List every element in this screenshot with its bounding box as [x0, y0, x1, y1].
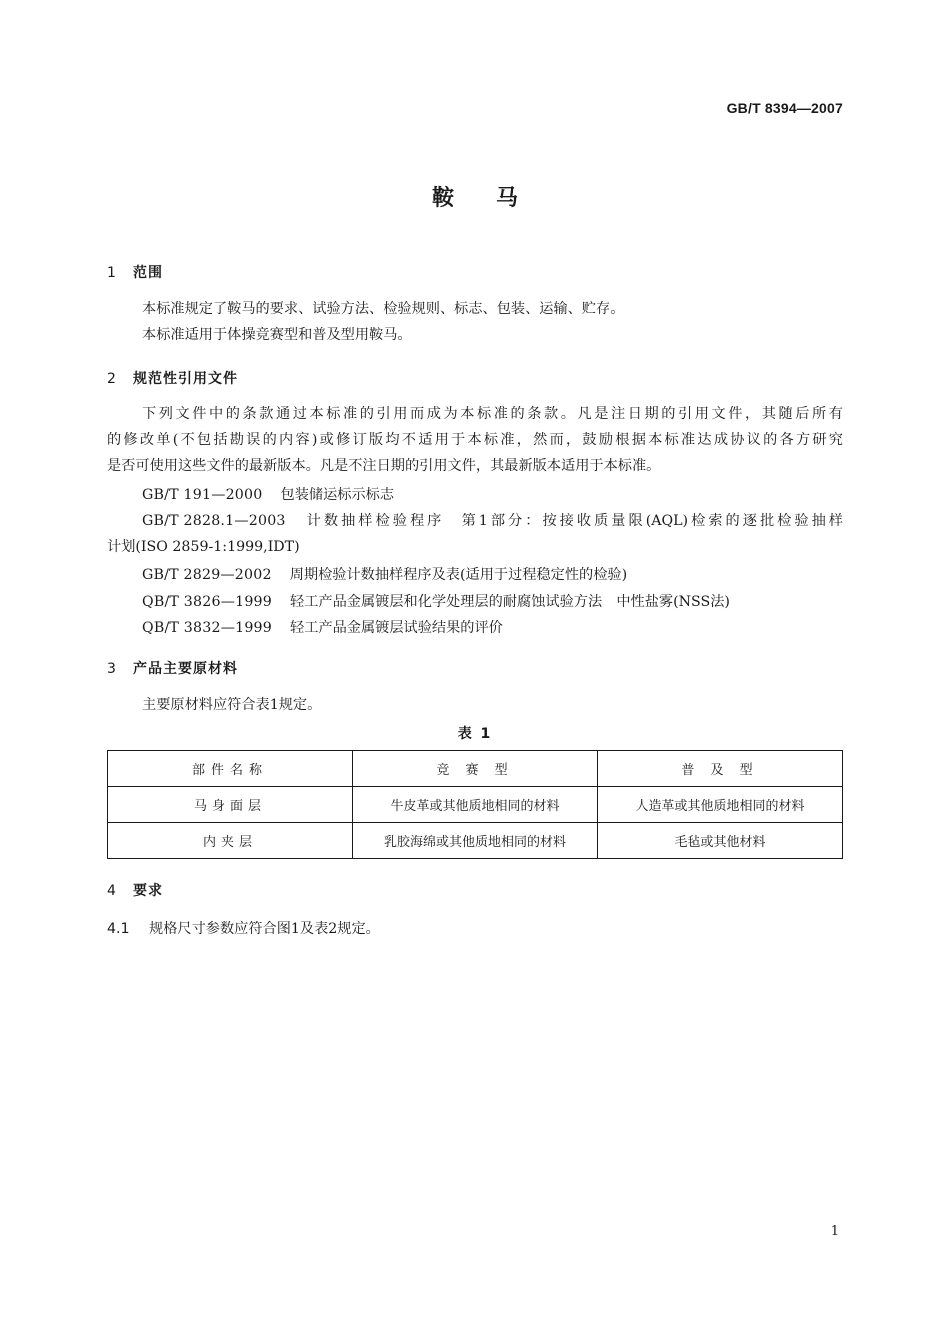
reference-code: GB/T 191—2000 [142, 487, 263, 503]
table-row [108, 823, 843, 859]
reference-code: GB/T 2829—2002 [142, 567, 272, 583]
section-3-title: 产品主要原材料 [133, 661, 238, 677]
reference-item [142, 562, 878, 588]
table-row [108, 787, 843, 823]
reference-title: 周期检验计数抽样程序及表(适用于过程稳定性的检验) [289, 567, 628, 583]
reference-title: 计数抽样检验程序 第1部分：按接收质量限(AQL)检索的逐批检验抽样 [303, 513, 843, 529]
reference-code: GB/T 2828.1—2003 [142, 513, 286, 529]
table-cell: 内夹层 [108, 823, 353, 859]
document-title: 鞍马 [431, 186, 560, 211]
table-cell: 毛毡或其他材料 [598, 823, 843, 859]
reference-item [142, 482, 878, 508]
reference-title: 轻工产品金属镀层和化学处理层的耐腐蚀试验方法 中性盐雾(NSS法) [290, 594, 730, 610]
section-3-heading [107, 658, 238, 678]
reference-item [142, 615, 878, 641]
table-header-cell: 竞 赛 型 [353, 751, 598, 787]
table-cell: 乳胶海绵或其他质地相同的材料 [353, 823, 598, 859]
table-caption: 表 1 [457, 726, 493, 742]
table-header-row [108, 751, 843, 787]
standard-code: GB/T 8394—2007 [726, 100, 843, 116]
table-cell: 牛皮革或其他质地相同的材料 [353, 787, 598, 823]
materials-table [107, 750, 843, 859]
table-cell: 马身面层 [108, 787, 353, 823]
reference-item [142, 589, 878, 615]
section-1-paragraph-1: 本标准规定了鞍马的要求、试验方法、检验规则、标志、包装、运输、贮存。 [142, 301, 625, 317]
section-4-heading [107, 880, 163, 900]
reference-title: 轻工产品金属镀层试验结果的评价 [290, 620, 503, 636]
intro-line-1: 下列文件中的条款通过本标准的引用而成为本标准的条款。凡是注日期的引用文件，其随后所有 [142, 406, 843, 422]
section-1-heading [107, 262, 163, 282]
reference-item [107, 508, 843, 560]
subsection-4-1-number: 4.1 [107, 921, 130, 937]
section-1-title: 范围 [133, 265, 163, 281]
table-cell: 人造革或其他质地相同的材料 [598, 787, 843, 823]
intro-line-3: 是否可使用这些文件的最新版本。凡是不注日期的引用文件，其最新版本适用于本标准。 [107, 458, 661, 474]
subsection-4-1-text: 规格尺寸参数应符合图1及表2规定。 [149, 921, 380, 937]
table-header-cell: 普 及 型 [598, 751, 843, 787]
reference-continuation: 计划(ISO 2859-1:1999,IDT) [107, 539, 300, 555]
section-1-paragraph-2: 本标准适用于体操竞赛型和普及型用鞍马。 [142, 327, 412, 343]
reference-title: 包装储运标示标志 [280, 487, 395, 503]
subsection-4-1 [107, 918, 380, 938]
section-3-paragraph: 主要原材料应符合表1规定。 [142, 697, 322, 713]
section-2-heading [107, 368, 238, 388]
reference-code: QB/T 3826—1999 [142, 594, 273, 610]
section-4-title: 要求 [133, 883, 163, 899]
section-4-number: 4 [107, 883, 117, 899]
page-number: 1 [830, 1224, 839, 1239]
section-2-number: 2 [107, 371, 117, 387]
section-2-title: 规范性引用文件 [133, 371, 238, 387]
section-2-intro [107, 401, 843, 479]
table-header-cell: 部件名称 [108, 751, 353, 787]
intro-line-2: 的修改单(不包括勘误的内容)或修订版均不适用于本标准，然而，鼓励根据本标准达成协议的各方研究 [107, 432, 843, 448]
section-3-number: 3 [107, 661, 117, 677]
reference-code: QB/T 3832—1999 [142, 620, 273, 636]
section-1-number: 1 [107, 265, 117, 281]
reference-line [107, 508, 843, 534]
